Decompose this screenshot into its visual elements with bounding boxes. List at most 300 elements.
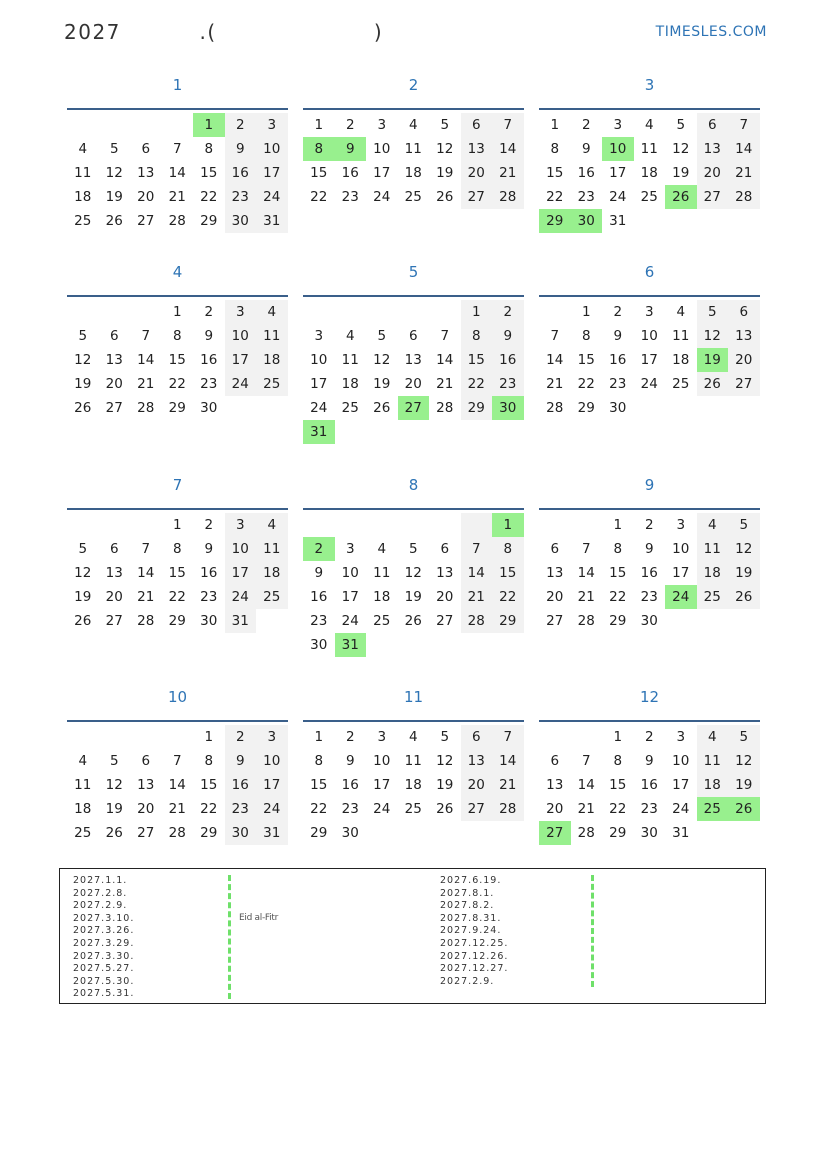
day-cell[interactable]: 16 xyxy=(225,773,257,797)
day-cell[interactable]: 26 xyxy=(728,585,760,609)
day-cell[interactable]: 17 xyxy=(609,165,627,181)
day-cell[interactable]: 8 xyxy=(204,753,214,769)
day-cell[interactable]: 28 xyxy=(436,400,454,416)
day-cell[interactable]: 5 xyxy=(408,541,418,557)
day-cell[interactable]: 4 xyxy=(697,725,729,749)
day-cell[interactable]: 3 xyxy=(613,117,623,133)
day-cell[interactable]: 24 xyxy=(609,189,627,205)
day-cell[interactable]: 25 xyxy=(74,213,92,229)
day-cell[interactable]: 10 xyxy=(373,141,391,157)
day-cell[interactable]: 27 xyxy=(461,797,493,821)
day-cell[interactable]: 11 xyxy=(697,537,729,561)
day-cell[interactable]: 7 xyxy=(581,541,591,557)
day-cell[interactable]: 31 xyxy=(256,821,288,845)
day-cell[interactable]: 22 xyxy=(168,376,186,392)
day-cell[interactable]: 8 xyxy=(303,137,335,161)
day-cell[interactable]: 13 xyxy=(404,352,422,368)
day-cell[interactable]: 10 xyxy=(256,749,288,773)
day-cell[interactable]: 14 xyxy=(168,165,186,181)
day-cell[interactable]: 26 xyxy=(74,400,92,416)
day-cell[interactable]: 3 xyxy=(256,725,288,749)
day-cell[interactable]: 18 xyxy=(672,352,690,368)
day-cell[interactable]: 11 xyxy=(341,352,359,368)
day-cell[interactable]: 8 xyxy=(550,141,560,157)
day-cell[interactable]: 13 xyxy=(436,565,454,581)
day-cell[interactable]: 1 xyxy=(613,729,623,745)
day-cell[interactable]: 13 xyxy=(105,565,123,581)
day-cell[interactable]: 26 xyxy=(436,189,454,205)
day-cell[interactable]: 26 xyxy=(728,797,760,821)
day-cell[interactable]: 23 xyxy=(225,797,257,821)
day-cell[interactable]: 7 xyxy=(550,328,560,344)
day-cell[interactable]: 4 xyxy=(408,729,418,745)
day-cell[interactable]: 10 xyxy=(341,565,359,581)
day-cell[interactable]: 4 xyxy=(78,753,88,769)
day-cell[interactable]: 13 xyxy=(137,777,155,793)
day-cell[interactable]: 21 xyxy=(436,376,454,392)
day-cell[interactable]: 28 xyxy=(168,213,186,229)
day-cell[interactable]: 1 xyxy=(204,729,214,745)
day-cell[interactable]: 30 xyxy=(200,613,218,629)
day-cell[interactable]: 6 xyxy=(109,328,119,344)
day-cell[interactable]: 4 xyxy=(377,541,387,557)
day-cell[interactable]: 31 xyxy=(609,213,627,229)
day-cell[interactable]: 13 xyxy=(697,137,729,161)
day-cell[interactable]: 3 xyxy=(225,300,257,324)
day-cell[interactable]: 2 xyxy=(492,300,524,324)
day-cell[interactable]: 15 xyxy=(492,561,524,585)
day-cell[interactable]: 12 xyxy=(436,753,454,769)
day-cell[interactable]: 10 xyxy=(672,753,690,769)
day-cell[interactable]: 18 xyxy=(256,348,288,372)
day-cell[interactable]: 7 xyxy=(461,537,493,561)
day-cell[interactable]: 19 xyxy=(436,165,454,181)
day-cell[interactable]: 16 xyxy=(225,161,257,185)
day-cell[interactable]: 27 xyxy=(137,213,155,229)
day-cell[interactable]: 5 xyxy=(440,117,450,133)
day-cell[interactable]: 5 xyxy=(728,513,760,537)
day-cell[interactable]: 1 xyxy=(613,517,623,533)
day-cell[interactable]: 25 xyxy=(697,585,729,609)
day-cell[interactable]: 23 xyxy=(200,376,218,392)
day-cell[interactable]: 17 xyxy=(310,376,328,392)
day-cell[interactable]: 16 xyxy=(200,352,218,368)
day-cell[interactable]: 17 xyxy=(672,565,690,581)
day-cell[interactable]: 30 xyxy=(609,400,627,416)
day-cell[interactable]: 3 xyxy=(377,729,387,745)
day-cell[interactable]: 15 xyxy=(609,565,627,581)
day-cell[interactable]: 28 xyxy=(461,609,493,633)
day-cell[interactable]: 4 xyxy=(697,513,729,537)
day-cell[interactable]: 4 xyxy=(644,117,654,133)
day-cell[interactable]: 23 xyxy=(577,189,595,205)
day-cell[interactable]: 25 xyxy=(404,189,422,205)
day-cell[interactable]: 25 xyxy=(404,801,422,817)
day-cell[interactable]: 16 xyxy=(310,589,328,605)
day-cell[interactable]: 9 xyxy=(644,753,654,769)
day-cell[interactable]: 10 xyxy=(602,137,634,161)
day-cell[interactable]: 20 xyxy=(461,773,493,797)
day-cell[interactable]: 22 xyxy=(168,589,186,605)
day-cell[interactable]: 24 xyxy=(373,801,391,817)
day-cell[interactable]: 15 xyxy=(609,777,627,793)
day-cell[interactable]: 20 xyxy=(105,589,123,605)
day-cell[interactable]: 20 xyxy=(105,376,123,392)
day-cell[interactable]: 9 xyxy=(613,328,623,344)
day-cell[interactable]: 28 xyxy=(168,825,186,841)
day-cell[interactable]: 29 xyxy=(577,400,595,416)
day-cell[interactable]: 9 xyxy=(314,565,324,581)
day-cell[interactable]: 18 xyxy=(256,561,288,585)
day-cell[interactable]: 21 xyxy=(168,189,186,205)
day-cell[interactable]: 8 xyxy=(581,328,591,344)
day-cell[interactable]: 7 xyxy=(492,725,524,749)
day-cell[interactable]: 14 xyxy=(492,137,524,161)
day-cell[interactable]: 19 xyxy=(74,376,92,392)
day-cell[interactable]: 29 xyxy=(168,613,186,629)
day-cell[interactable]: 30 xyxy=(341,825,359,841)
day-cell[interactable]: 18 xyxy=(404,165,422,181)
day-cell[interactable]: 22 xyxy=(461,372,493,396)
day-cell[interactable]: 25 xyxy=(256,372,288,396)
day-cell[interactable]: 7 xyxy=(581,753,591,769)
day-cell[interactable]: 16 xyxy=(341,777,359,793)
day-cell[interactable]: 12 xyxy=(728,537,760,561)
day-cell[interactable]: 1 xyxy=(314,117,324,133)
day-cell[interactable]: 4 xyxy=(345,328,355,344)
day-cell[interactable]: 11 xyxy=(404,141,422,157)
day-cell[interactable]: 19 xyxy=(436,777,454,793)
site-link[interactable]: TIMESLES.COM xyxy=(655,24,767,40)
day-cell[interactable]: 14 xyxy=(728,137,760,161)
day-cell[interactable]: 18 xyxy=(404,777,422,793)
day-cell[interactable]: 29 xyxy=(539,209,571,233)
day-cell[interactable]: 8 xyxy=(314,753,324,769)
day-cell[interactable]: 19 xyxy=(728,773,760,797)
day-cell[interactable]: 12 xyxy=(404,565,422,581)
day-cell[interactable]: 2 xyxy=(204,304,214,320)
day-cell[interactable]: 9 xyxy=(644,541,654,557)
day-cell[interactable]: 17 xyxy=(256,773,288,797)
day-cell[interactable]: 21 xyxy=(492,773,524,797)
day-cell[interactable]: 15 xyxy=(577,352,595,368)
day-cell[interactable]: 19 xyxy=(697,348,729,372)
day-cell[interactable]: 3 xyxy=(676,517,686,533)
day-cell[interactable]: 17 xyxy=(672,777,690,793)
day-cell[interactable]: 20 xyxy=(137,189,155,205)
day-cell[interactable]: 16 xyxy=(200,565,218,581)
day-cell[interactable]: 22 xyxy=(546,189,564,205)
day-cell[interactable]: 23 xyxy=(341,801,359,817)
day-cell[interactable]: 18 xyxy=(341,376,359,392)
day-cell[interactable]: 20 xyxy=(461,161,493,185)
day-cell[interactable]: 24 xyxy=(256,185,288,209)
day-cell[interactable]: 4 xyxy=(408,117,418,133)
day-cell[interactable]: 26 xyxy=(105,825,123,841)
day-cell[interactable]: 11 xyxy=(256,537,288,561)
day-cell[interactable]: 21 xyxy=(577,589,595,605)
day-cell[interactable]: 7 xyxy=(141,328,151,344)
day-cell[interactable]: 2 xyxy=(613,304,623,320)
day-cell[interactable]: 23 xyxy=(341,189,359,205)
day-cell[interactable]: 26 xyxy=(105,213,123,229)
day-cell[interactable]: 6 xyxy=(461,725,493,749)
day-cell[interactable]: 5 xyxy=(697,300,729,324)
day-cell[interactable]: 20 xyxy=(697,161,729,185)
day-cell[interactable]: 30 xyxy=(492,396,524,420)
day-cell[interactable]: 16 xyxy=(492,348,524,372)
day-cell[interactable]: 9 xyxy=(581,141,591,157)
day-cell[interactable]: 21 xyxy=(728,161,760,185)
day-cell[interactable]: 21 xyxy=(168,801,186,817)
day-cell[interactable]: 30 xyxy=(310,637,328,653)
day-cell[interactable]: 28 xyxy=(577,613,595,629)
day-cell[interactable]: 21 xyxy=(137,589,155,605)
day-cell[interactable]: 4 xyxy=(78,141,88,157)
day-cell[interactable]: 20 xyxy=(546,801,564,817)
day-cell[interactable]: 23 xyxy=(310,613,328,629)
day-cell[interactable]: 30 xyxy=(640,613,658,629)
day-cell[interactable]: 27 xyxy=(137,825,155,841)
day-cell[interactable]: 24 xyxy=(310,400,328,416)
day-cell[interactable]: 10 xyxy=(225,537,257,561)
day-cell[interactable]: 5 xyxy=(78,328,88,344)
day-cell[interactable]: 28 xyxy=(728,185,760,209)
day-cell[interactable]: 18 xyxy=(74,189,92,205)
day-cell[interactable]: 3 xyxy=(225,513,257,537)
day-cell[interactable]: 31 xyxy=(225,609,257,633)
day-cell[interactable]: 8 xyxy=(613,541,623,557)
day-cell[interactable]: 6 xyxy=(728,300,760,324)
day-cell[interactable]: 28 xyxy=(492,797,524,821)
day-cell[interactable]: 24 xyxy=(256,797,288,821)
day-cell[interactable]: 20 xyxy=(728,348,760,372)
day-cell[interactable]: 9 xyxy=(204,541,214,557)
day-cell[interactable]: 19 xyxy=(373,376,391,392)
day-cell[interactable]: 26 xyxy=(436,801,454,817)
day-cell[interactable]: 8 xyxy=(461,324,493,348)
day-cell[interactable]: 14 xyxy=(461,561,493,585)
day-cell[interactable]: 12 xyxy=(728,749,760,773)
day-cell[interactable]: 13 xyxy=(137,165,155,181)
day-cell[interactable]: 5 xyxy=(676,117,686,133)
day-cell[interactable]: 2 xyxy=(204,517,214,533)
day-cell[interactable]: 11 xyxy=(697,749,729,773)
day-cell[interactable]: 1 xyxy=(550,117,560,133)
day-cell[interactable]: 7 xyxy=(141,541,151,557)
day-cell[interactable]: 21 xyxy=(461,585,493,609)
day-cell[interactable]: 26 xyxy=(373,400,391,416)
day-cell[interactable]: 16 xyxy=(640,777,658,793)
day-cell[interactable]: 17 xyxy=(225,561,257,585)
day-cell[interactable]: 19 xyxy=(404,589,422,605)
day-cell[interactable]: 5 xyxy=(109,141,119,157)
day-cell[interactable]: 13 xyxy=(461,137,493,161)
day-cell[interactable]: 19 xyxy=(74,589,92,605)
day-cell[interactable]: 12 xyxy=(672,141,690,157)
day-cell[interactable]: 18 xyxy=(697,773,729,797)
day-cell[interactable]: 22 xyxy=(577,376,595,392)
day-cell[interactable]: 5 xyxy=(728,725,760,749)
day-cell[interactable]: 14 xyxy=(137,352,155,368)
day-cell[interactable]: 22 xyxy=(200,189,218,205)
day-cell[interactable]: 18 xyxy=(373,589,391,605)
day-cell[interactable]: 20 xyxy=(436,589,454,605)
day-cell[interactable]: 10 xyxy=(373,753,391,769)
day-cell[interactable]: 23 xyxy=(492,372,524,396)
day-cell[interactable]: 5 xyxy=(109,753,119,769)
day-cell[interactable]: 26 xyxy=(74,613,92,629)
day-cell[interactable]: 21 xyxy=(492,161,524,185)
day-cell[interactable]: 13 xyxy=(546,565,564,581)
day-cell[interactable]: 16 xyxy=(341,165,359,181)
day-cell[interactable]: 30 xyxy=(640,825,658,841)
day-cell[interactable]: 2 xyxy=(644,729,654,745)
day-cell[interactable]: 15 xyxy=(168,352,186,368)
day-cell[interactable]: 24 xyxy=(665,585,697,609)
day-cell[interactable]: 26 xyxy=(404,613,422,629)
day-cell[interactable]: 1 xyxy=(492,513,524,537)
day-cell[interactable]: 6 xyxy=(141,753,151,769)
day-cell[interactable]: 29 xyxy=(200,825,218,841)
day-cell[interactable]: 9 xyxy=(225,749,257,773)
day-cell[interactable]: 19 xyxy=(105,801,123,817)
day-cell[interactable]: 13 xyxy=(728,324,760,348)
day-cell[interactable]: 8 xyxy=(492,537,524,561)
day-cell[interactable]: 28 xyxy=(546,400,564,416)
day-cell[interactable]: 10 xyxy=(256,137,288,161)
day-cell[interactable]: 15 xyxy=(310,777,328,793)
day-cell[interactable]: 11 xyxy=(672,328,690,344)
day-cell[interactable]: 27 xyxy=(105,400,123,416)
day-cell[interactable]: 9 xyxy=(225,137,257,161)
day-cell[interactable]: 29 xyxy=(609,613,627,629)
day-cell[interactable]: 24 xyxy=(225,585,257,609)
day-cell[interactable]: 11 xyxy=(373,565,391,581)
day-cell[interactable]: 24 xyxy=(225,372,257,396)
day-cell[interactable]: 24 xyxy=(341,613,359,629)
day-cell[interactable]: 6 xyxy=(550,541,560,557)
day-cell[interactable]: 4 xyxy=(256,300,288,324)
day-cell[interactable]: 26 xyxy=(665,185,697,209)
day-cell[interactable]: 17 xyxy=(373,165,391,181)
day-cell[interactable]: 23 xyxy=(640,801,658,817)
day-cell[interactable]: 22 xyxy=(310,801,328,817)
day-cell[interactable]: 14 xyxy=(436,352,454,368)
day-cell[interactable]: 8 xyxy=(172,541,182,557)
day-cell[interactable]: 25 xyxy=(256,585,288,609)
day-cell[interactable]: 15 xyxy=(310,165,328,181)
day-cell[interactable]: 28 xyxy=(492,185,524,209)
day-cell[interactable]: 1 xyxy=(581,304,591,320)
day-cell[interactable]: 2 xyxy=(345,729,355,745)
day-cell[interactable]: 2 xyxy=(644,517,654,533)
day-cell[interactable]: 27 xyxy=(546,613,564,629)
day-cell[interactable]: 6 xyxy=(408,328,418,344)
day-cell[interactable]: 13 xyxy=(105,352,123,368)
day-cell[interactable]: 25 xyxy=(640,189,658,205)
day-cell[interactable]: 15 xyxy=(168,565,186,581)
day-cell[interactable]: 31 xyxy=(672,825,690,841)
day-cell[interactable]: 24 xyxy=(672,801,690,817)
day-cell[interactable]: 29 xyxy=(461,396,493,420)
day-cell[interactable]: 29 xyxy=(200,213,218,229)
day-cell[interactable]: 25 xyxy=(74,825,92,841)
day-cell[interactable]: 14 xyxy=(577,565,595,581)
day-cell[interactable]: 29 xyxy=(168,400,186,416)
day-cell[interactable]: 14 xyxy=(546,352,564,368)
day-cell[interactable]: 11 xyxy=(74,165,92,181)
day-cell[interactable]: 2 xyxy=(345,117,355,133)
day-cell[interactable]: 1 xyxy=(461,300,493,324)
day-cell[interactable]: 1 xyxy=(172,304,182,320)
day-cell[interactable]: 25 xyxy=(672,376,690,392)
day-cell[interactable]: 6 xyxy=(461,113,493,137)
day-cell[interactable]: 10 xyxy=(672,541,690,557)
day-cell[interactable]: 29 xyxy=(310,825,328,841)
day-cell[interactable]: 23 xyxy=(225,185,257,209)
day-cell[interactable]: 28 xyxy=(137,613,155,629)
day-cell[interactable]: 18 xyxy=(74,801,92,817)
day-cell[interactable]: 29 xyxy=(609,825,627,841)
day-cell[interactable]: 22 xyxy=(609,801,627,817)
day-cell[interactable]: 20 xyxy=(546,589,564,605)
day-cell[interactable]: 6 xyxy=(109,541,119,557)
day-cell[interactable]: 12 xyxy=(74,565,92,581)
day-cell[interactable]: 9 xyxy=(492,324,524,348)
day-cell[interactable]: 27 xyxy=(398,396,430,420)
day-cell[interactable]: 16 xyxy=(609,352,627,368)
day-cell[interactable]: 27 xyxy=(539,821,571,845)
day-cell[interactable]: 5 xyxy=(78,541,88,557)
day-cell[interactable]: 6 xyxy=(697,113,729,137)
day-cell[interactable]: 11 xyxy=(256,324,288,348)
day-cell[interactable]: 30 xyxy=(571,209,603,233)
day-cell[interactable]: 23 xyxy=(640,589,658,605)
day-cell[interactable]: 19 xyxy=(728,561,760,585)
day-cell[interactable]: 12 xyxy=(436,141,454,157)
day-cell[interactable]: 12 xyxy=(373,352,391,368)
day-cell[interactable]: 11 xyxy=(74,777,92,793)
day-cell[interactable]: 3 xyxy=(345,541,355,557)
day-cell[interactable]: 18 xyxy=(640,165,658,181)
day-cell[interactable]: 25 xyxy=(341,400,359,416)
day-cell[interactable]: 16 xyxy=(577,165,595,181)
day-cell[interactable]: 13 xyxy=(546,777,564,793)
day-cell[interactable]: 28 xyxy=(137,400,155,416)
day-cell[interactable]: 2 xyxy=(225,113,257,137)
day-cell[interactable]: 7 xyxy=(172,141,182,157)
day-cell[interactable]: 17 xyxy=(341,589,359,605)
day-cell[interactable]: 31 xyxy=(335,633,367,657)
day-cell[interactable]: 17 xyxy=(256,161,288,185)
day-cell[interactable]: 14 xyxy=(577,777,595,793)
day-cell[interactable]: 30 xyxy=(225,209,257,233)
day-cell[interactable]: 6 xyxy=(440,541,450,557)
day-cell[interactable]: 5 xyxy=(377,328,387,344)
day-cell[interactable]: 27 xyxy=(105,613,123,629)
day-cell[interactable]: 3 xyxy=(644,304,654,320)
day-cell[interactable]: 5 xyxy=(440,729,450,745)
day-cell[interactable]: 6 xyxy=(141,141,151,157)
day-cell[interactable]: 22 xyxy=(609,589,627,605)
day-cell[interactable]: 17 xyxy=(225,348,257,372)
day-cell[interactable]: 9 xyxy=(204,328,214,344)
day-cell[interactable]: 27 xyxy=(436,613,454,629)
day-cell[interactable]: 21 xyxy=(546,376,564,392)
day-cell[interactable]: 24 xyxy=(640,376,658,392)
day-cell[interactable]: 14 xyxy=(168,777,186,793)
